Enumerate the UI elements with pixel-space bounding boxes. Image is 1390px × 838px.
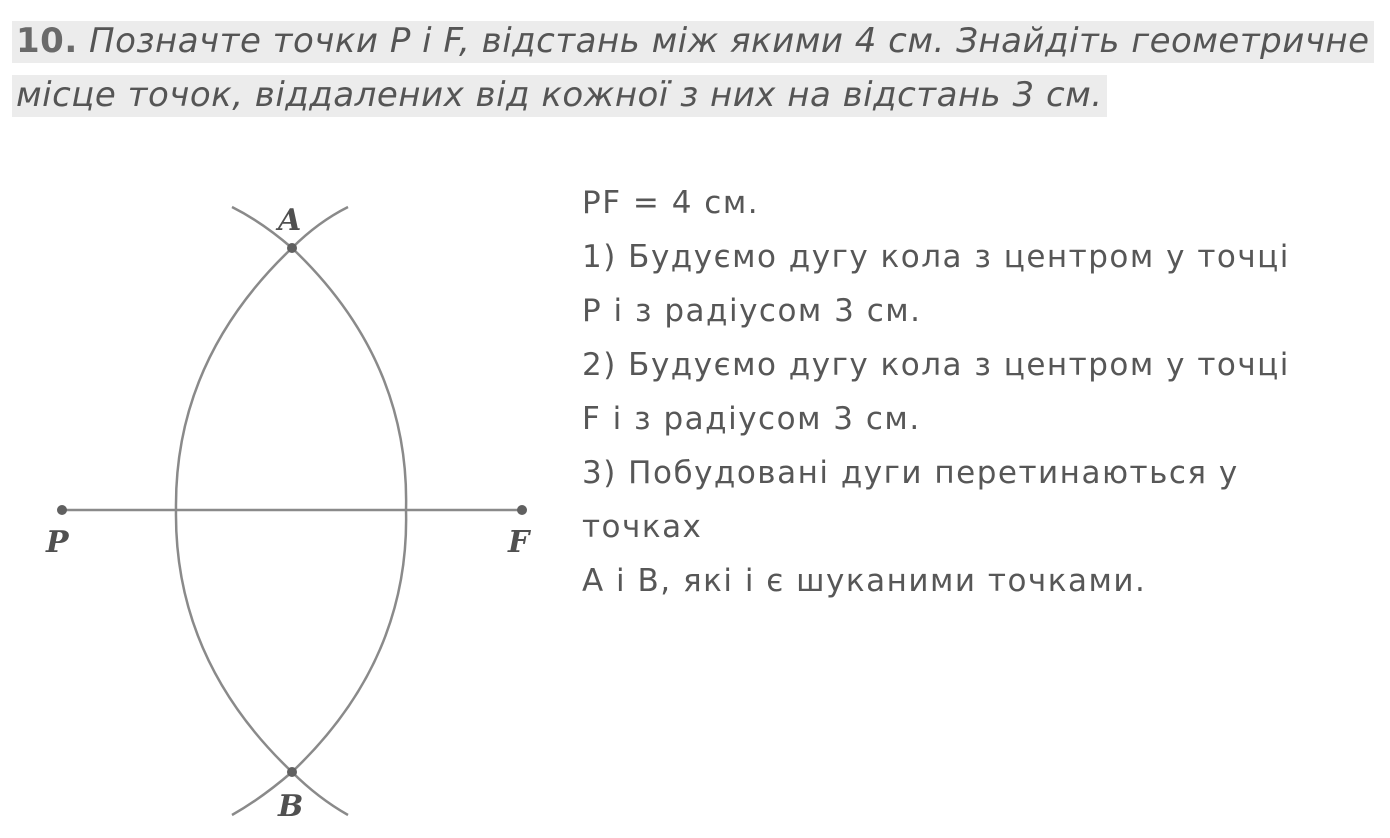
solution-line: F і з радіусом 3 см. xyxy=(582,401,921,437)
solution-line: 1) Будуємо дугу кола з центром у точці xyxy=(582,239,1290,275)
problem-highlight xyxy=(12,21,1374,117)
solution-text xyxy=(582,176,1382,608)
problem-number: 10. xyxy=(16,21,78,61)
problem-statement xyxy=(12,14,1382,122)
solution-line: точках xyxy=(582,509,703,545)
label-b: B xyxy=(278,789,304,824)
point-a xyxy=(287,243,297,253)
problem-text: Позначте точки P і F, відстань між якими 4 см. Знайдіть геометричне місце точок, віддалених від кожної з них на відстань 3 см. xyxy=(16,21,1370,115)
label-a: A xyxy=(278,203,302,238)
point-p xyxy=(57,505,67,515)
construction-svg xyxy=(0,180,560,834)
solution-line: PF = 4 см. xyxy=(582,185,760,221)
label-p: P xyxy=(46,525,69,560)
solution-line: A і B, які і є шуканими точками. xyxy=(582,563,1147,599)
solution-line: 3) Побудовані дуги перетинаються у xyxy=(582,455,1239,491)
solution-line: 2) Будуємо дугу кола з центром у точці xyxy=(582,347,1290,383)
construction-figure xyxy=(0,180,560,834)
point-b xyxy=(287,767,297,777)
solution-line: P і з радіусом 3 см. xyxy=(582,293,922,329)
point-f xyxy=(517,505,527,515)
label-f: F xyxy=(508,525,530,560)
